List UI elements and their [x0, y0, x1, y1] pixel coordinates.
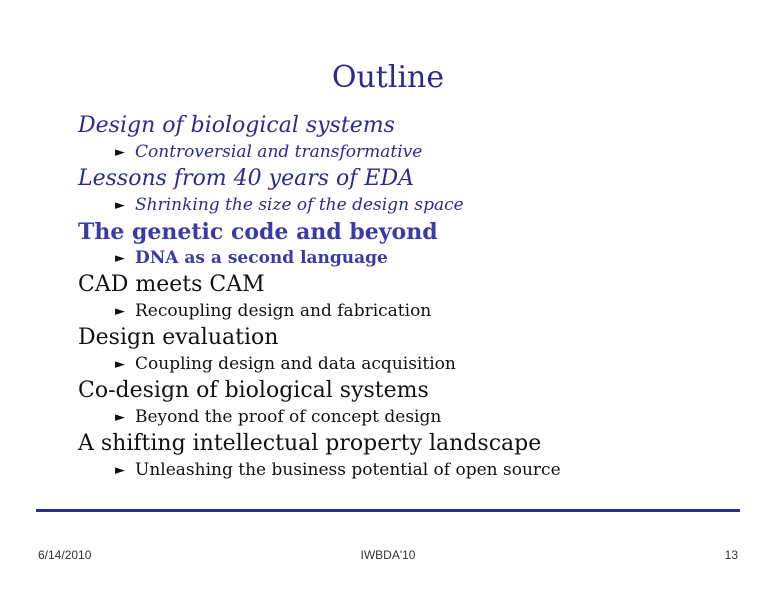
outline-subpoint-text: Recoupling design and fabrication [135, 301, 432, 321]
bullet-arrow-icon: ► [115, 304, 125, 319]
outline-list [78, 112, 748, 483]
outline-topic: A shifting intellectual property landscape [78, 431, 542, 456]
outline-topic: Design of biological systems [78, 113, 395, 138]
bullet-arrow-icon: ► [115, 198, 125, 213]
outline-subpoint [78, 246, 748, 271]
outline-topic: Lessons from 40 years of EDA [78, 166, 414, 191]
bullet-arrow-icon: ► [115, 145, 125, 160]
bullet-arrow-icon: ► [115, 251, 125, 266]
outline-subpoint [78, 299, 748, 324]
footer-page-number: 13 [724, 548, 738, 562]
outline-subpoint-text: Beyond the proof of concept design [135, 407, 442, 427]
outline-subpoint [78, 352, 748, 377]
footer-divider [36, 509, 740, 512]
outline-topic: CAD meets CAM [78, 272, 265, 297]
outline-topic: Design evaluation [78, 325, 279, 350]
outline-subpoint [78, 458, 748, 483]
outline-subpoint-text: Unleashing the business potential of open source [135, 460, 561, 480]
outline-topic: The genetic code and beyond [78, 219, 438, 245]
outline-topic: Co-design of biological systems [78, 378, 429, 403]
bullet-arrow-icon: ► [115, 410, 125, 425]
footer-event: IWBDA'10 [360, 548, 416, 562]
outline-subpoint-text: DNA as a second language [135, 248, 388, 268]
bullet-arrow-icon: ► [115, 357, 125, 372]
outline-subpoint-text: Shrinking the size of the design space [135, 195, 464, 215]
slide-title: Outline [331, 60, 445, 95]
outline-subpoint [78, 193, 748, 218]
footer-date: 6/14/2010 [38, 548, 92, 562]
outline-subpoint [78, 140, 748, 165]
outline-subpoint [78, 405, 748, 430]
outline-subpoint-text: Coupling design and data acquisition [135, 354, 456, 374]
bullet-arrow-icon: ► [115, 463, 125, 478]
outline-subpoint-text: Controversial and transformative [135, 142, 423, 162]
